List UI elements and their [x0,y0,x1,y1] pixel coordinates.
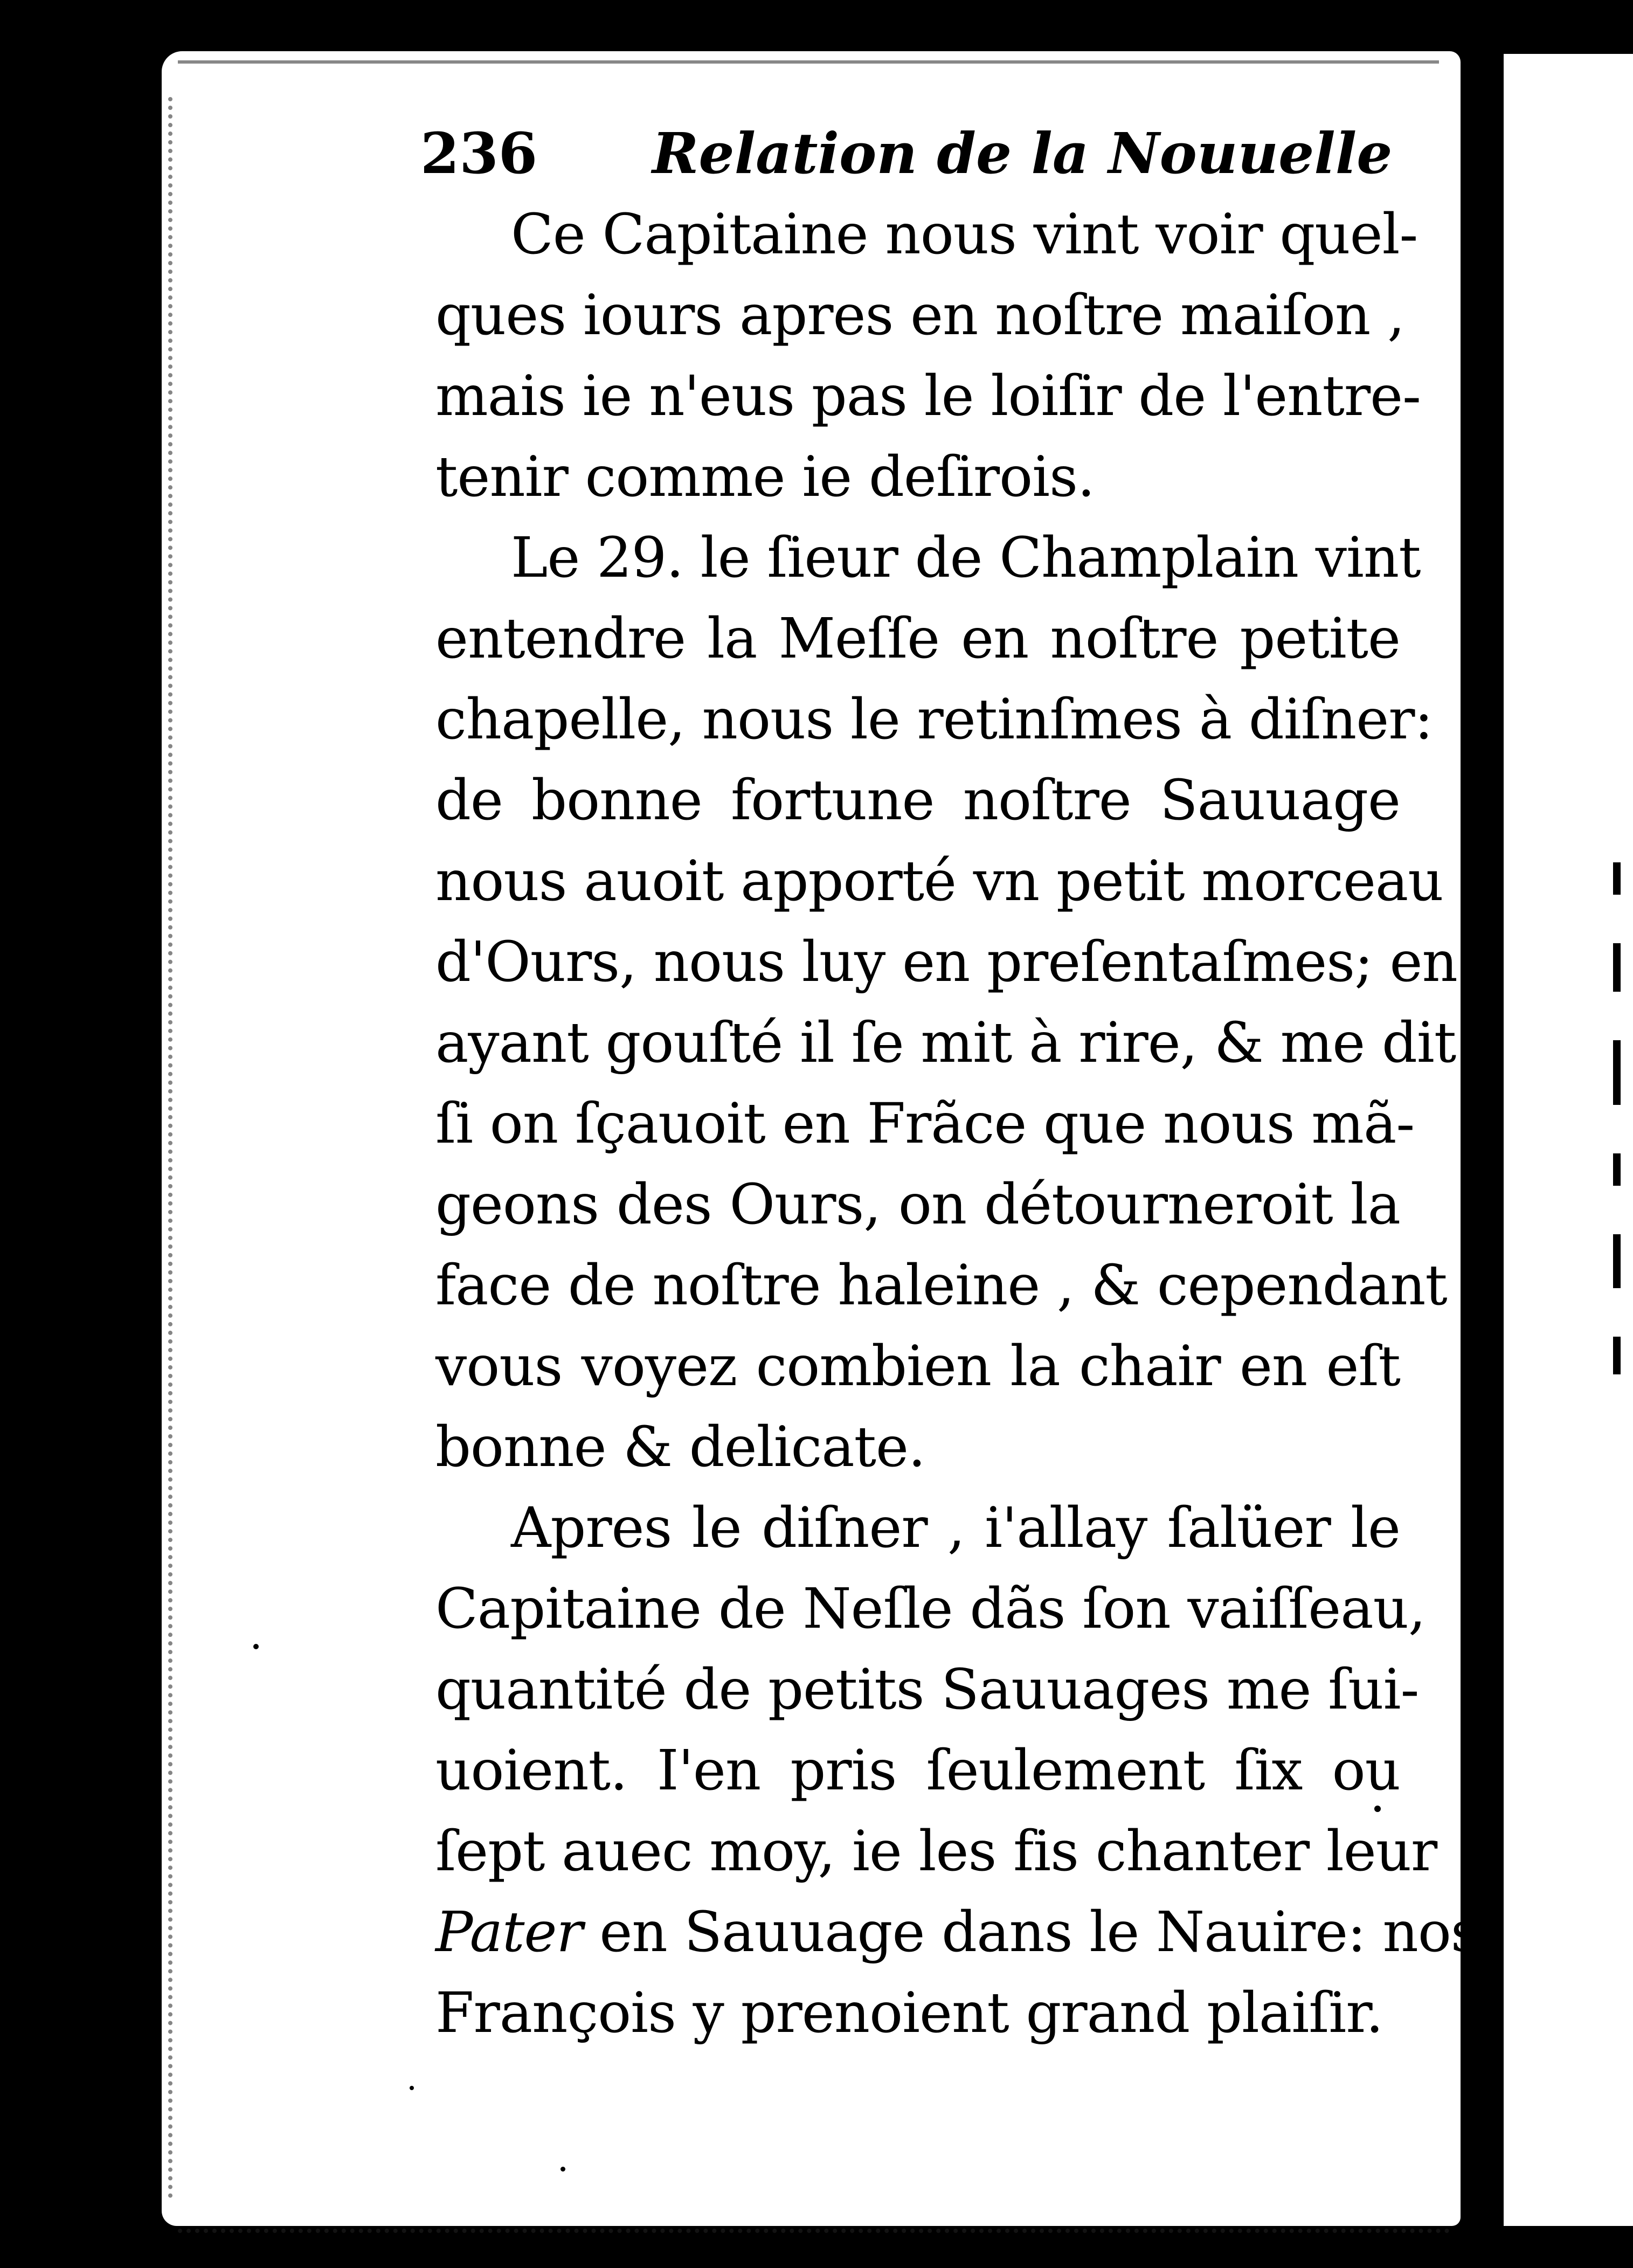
text-line: entendre la Meſſe en noſtre petite [435,606,1400,671]
text-line: bonne & delicate. [435,1415,925,1479]
text-line: nous auoit apporté vn petit morceau [435,849,1443,914]
italic-word: Pater [435,1900,583,1965]
page-edge-top [178,60,1439,69]
text-line: ſept auec moy, ie les fis chanter leur [435,1819,1437,1884]
page-header [420,113,1393,194]
text-line: tenir comme ie deſirois. [435,445,1095,509]
text-line: Le 29. le ſieur de Champlain vint [511,525,1421,590]
text-line: quantité de petits Sauuages me ſui- [435,1657,1419,1722]
ink-speck [253,1644,259,1649]
text-line: Apres le diſner , i'allay ſalüer le [511,1496,1400,1560]
ink-speck [410,2086,414,2090]
text-line: ques iours apres en noſtre maiſon , [435,283,1404,348]
ink-speck [561,2167,565,2172]
text-line: chapelle, nous le retinſmes à diſner: [435,687,1433,752]
text-line: d'Ours, nous luy en preſentaſmes; en [435,930,1457,994]
text-line: Capitaine de Neſle dãs ſon vaiſſeau, [435,1576,1426,1641]
running-title: Relation de la Nouuelle [652,120,1393,186]
text-line-rest: en Sauuage dans le Nauire: nos [599,1900,1479,1965]
page-edge-left [168,97,178,2199]
text-line: Ce Capitaine nous vint voir quel- [511,202,1418,267]
text-line: de bonne fortune noſtre Sauuage [435,768,1400,833]
text-line: vous voyez combien la chair en eſt [435,1334,1400,1399]
text-line: geons des Ours, on détourneroit la [435,1172,1400,1237]
text-line: ſi on ſçauoit en Frãce que nous mã- [435,1091,1415,1156]
text-line: François y prenoient grand plaiſir. [435,1981,1383,2045]
text-line: mais ie n'eus pas le loiſir de l'entre- [435,364,1421,428]
adjacent-page-marks [1603,862,1633,1833]
text-line-with-italic [435,1892,1479,1973]
body-text [435,194,1479,2053]
page-edge-bottom [178,2223,1450,2233]
text-line: face de noſtre haleine , & cependant [435,1253,1447,1318]
page-number: 236 [420,120,538,186]
text-line: ayant gouſté il ſe mit à rire, & me dit [435,1011,1456,1075]
ink-speck [1374,1806,1381,1812]
text-line: uoient. I'en pris ſeulement ſix ou [435,1738,1400,1803]
